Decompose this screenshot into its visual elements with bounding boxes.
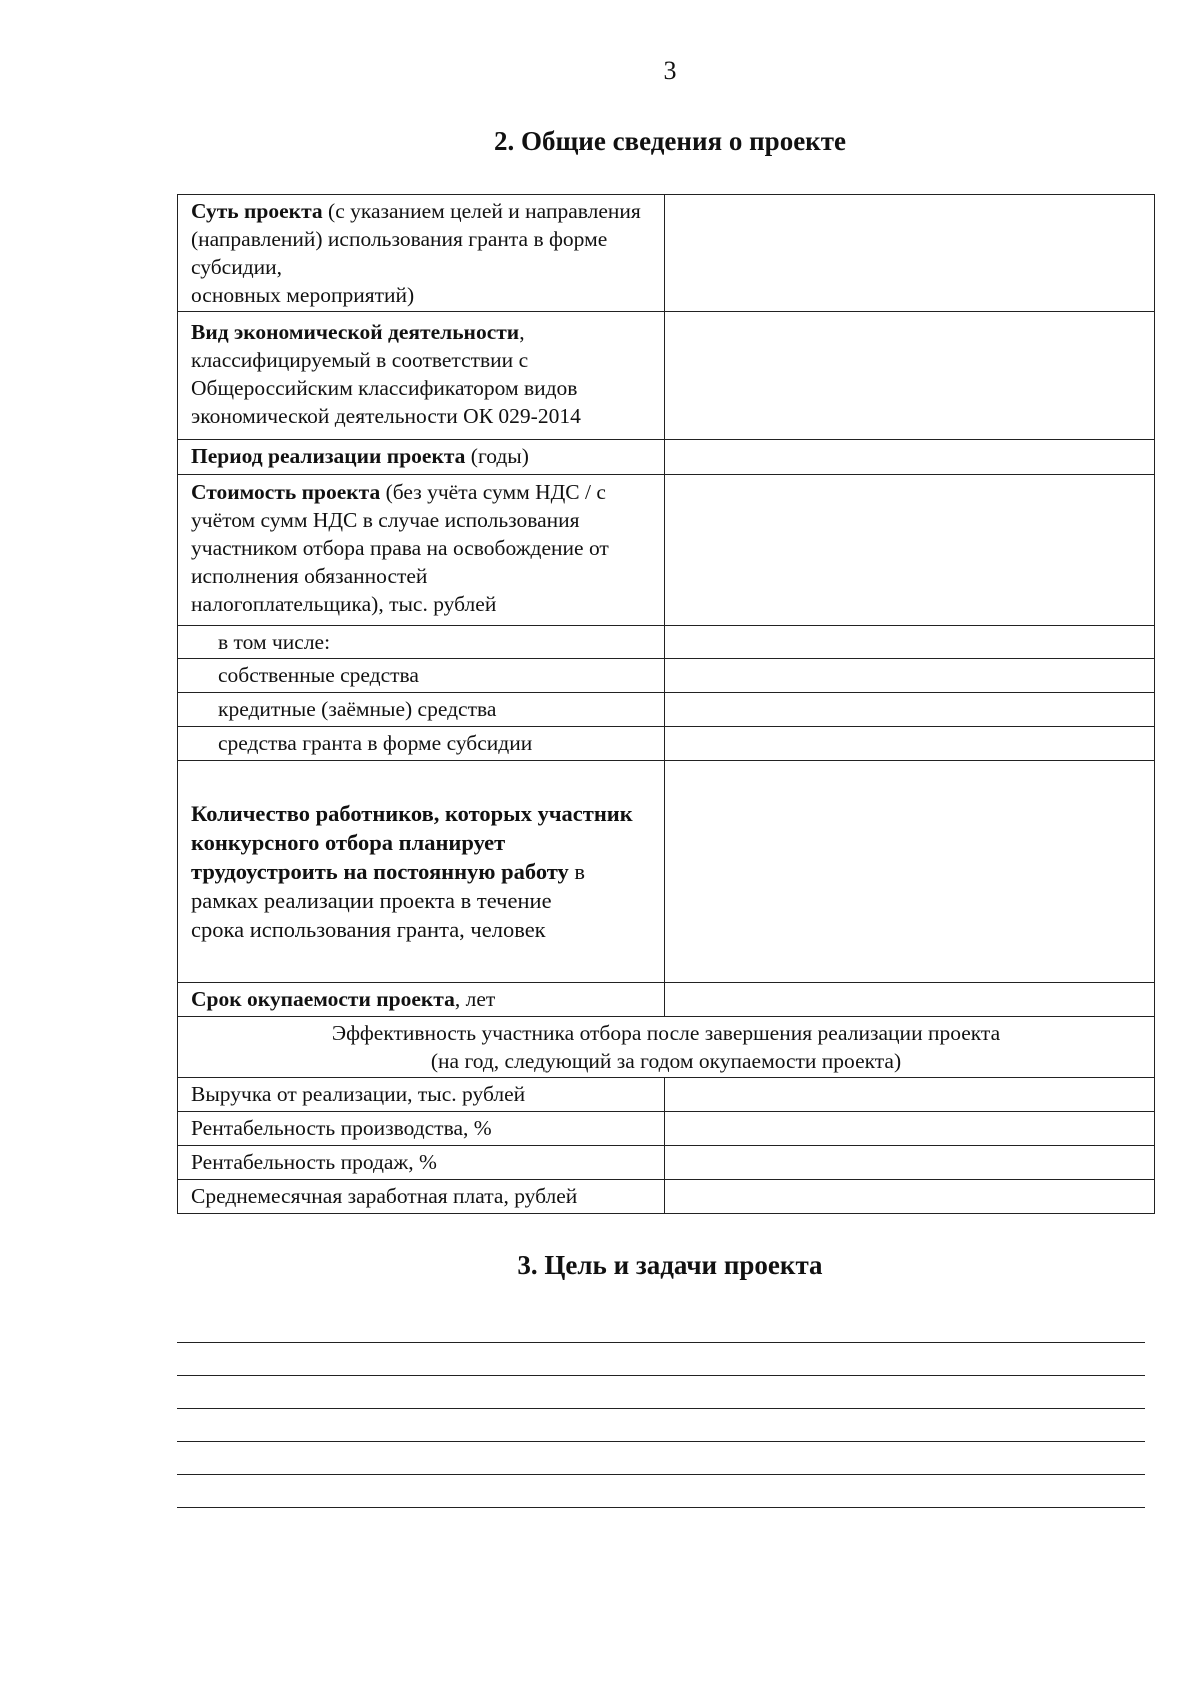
label-project-essence: [178, 195, 665, 312]
value-economic-activity[interactable]: [665, 312, 1155, 440]
row-credit-funds: [178, 693, 1155, 727]
label-payback: [178, 983, 665, 1017]
label-project-cost: [178, 475, 665, 626]
answer-line-3[interactable]: [177, 1408, 1145, 1409]
payback-bold: Срок окупаемости проекта: [191, 987, 455, 1011]
value-project-cost[interactable]: [665, 475, 1155, 626]
workers-l5: срока использования гранта, человек: [191, 917, 546, 942]
row-own-funds: [178, 659, 1155, 693]
row-sales-profitability: [178, 1146, 1155, 1180]
activity-l4: экономической деятельности ОК 029-2014: [191, 404, 581, 428]
row-period: [178, 440, 1155, 475]
row-payback: [178, 983, 1155, 1017]
row-production-profitability: [178, 1112, 1155, 1146]
value-sales-profitability[interactable]: [665, 1146, 1155, 1180]
efficiency-l1: Эффективность участника отбора после завершения реализации проекта: [331, 1021, 1001, 1045]
value-payback[interactable]: [665, 983, 1155, 1017]
value-credit-funds[interactable]: [665, 693, 1155, 727]
activity-l2: классифицируемый в соответствии: [191, 348, 514, 372]
section-3-title: 3. Цель и задачи проекта: [517, 1250, 823, 1280]
essence-l4: основных мероприятий): [191, 283, 415, 307]
label-workers: [178, 761, 665, 983]
efficiency-header: [178, 1017, 1155, 1078]
row-economic-activity: [178, 312, 1155, 440]
value-grant-funds[interactable]: [665, 727, 1155, 761]
essence-bold: Суть проекта: [191, 199, 323, 223]
period-bold: Период реализации проекта: [191, 444, 466, 468]
value-average-salary[interactable]: [665, 1180, 1155, 1214]
efficiency-l2: (на год, следующий за годом окупаемости проекта): [430, 1049, 902, 1073]
activity-comma: ,: [519, 320, 525, 344]
row-average-salary: [178, 1180, 1155, 1214]
section-2-title: 2. Общие сведения о проекте: [493, 126, 846, 156]
row-project-essence: [178, 195, 1155, 312]
answer-line-6[interactable]: [177, 1507, 1145, 1508]
label-production-profitability: Рентабельность производства, %: [178, 1112, 665, 1146]
essence-l1: (с указанием целей: [328, 199, 503, 223]
label-average-salary: Среднемесячная заработная плата, рублей: [178, 1180, 665, 1214]
cost-l2: с учётом сумм НДС в случае использования: [191, 480, 606, 532]
essence-l3: использования гранта в форме субсидии,: [191, 227, 608, 279]
label-grant-funds: средства гранта в форме субсидии: [178, 727, 665, 761]
label-sales-profitability: Рентабельность продаж, %: [178, 1146, 665, 1180]
cost-l3: участником отбора права на освобождение: [191, 536, 584, 560]
value-own-funds[interactable]: [665, 659, 1155, 693]
answer-line-1[interactable]: [177, 1342, 1145, 1343]
label-period: [178, 440, 665, 475]
label-including: в том числе:: [178, 626, 665, 659]
row-workers: [178, 761, 1155, 983]
workers-b3: трудоустроить на постоянную работу: [191, 859, 569, 884]
cost-l5: налогоплательщика), тыс. рублей: [191, 592, 497, 616]
period-rest: (годы): [465, 444, 529, 468]
row-project-cost: [178, 475, 1155, 626]
row-revenue: [178, 1078, 1155, 1112]
row-including: [178, 626, 1155, 659]
workers-b1: Количество работников, которых: [191, 801, 532, 826]
cost-bold: Стоимость проекта: [191, 480, 381, 504]
essence-l2: и направления (направлений): [191, 199, 641, 251]
value-period[interactable]: [665, 440, 1155, 475]
page-number: 3: [663, 56, 677, 85]
label-credit-funds: кредитные (заёмные) средства: [178, 693, 665, 727]
row-grant-funds: [178, 727, 1155, 761]
label-own-funds: собственные средства: [178, 659, 665, 693]
activity-bold: Вид экономической деятельности: [191, 320, 520, 344]
value-production-profitability[interactable]: [665, 1112, 1155, 1146]
answer-line-5[interactable]: [177, 1474, 1145, 1475]
label-revenue: Выручка от реализации, тыс. рублей: [178, 1078, 665, 1112]
answer-line-4[interactable]: [177, 1441, 1145, 1442]
workers-b2: участник конкурсного отбора планирует: [191, 801, 633, 855]
value-project-essence[interactable]: [665, 195, 1155, 312]
value-workers[interactable]: [665, 761, 1155, 983]
value-including[interactable]: [665, 626, 1155, 659]
value-revenue[interactable]: [665, 1078, 1155, 1112]
payback-rest: , лет: [454, 987, 496, 1011]
label-economic-activity: [178, 312, 665, 440]
activity-l3: с Общероссийским классификатором видов: [191, 348, 578, 400]
cost-l4: от исполнения обязанностей: [191, 536, 609, 588]
workers-l4: в рамках реализации проекта в течение: [191, 859, 586, 913]
answer-line-2[interactable]: [177, 1375, 1145, 1376]
project-info-table: [177, 194, 1155, 1214]
cost-l1: (без учёта сумм НДС /: [380, 480, 591, 504]
row-efficiency-header: [178, 1017, 1155, 1078]
